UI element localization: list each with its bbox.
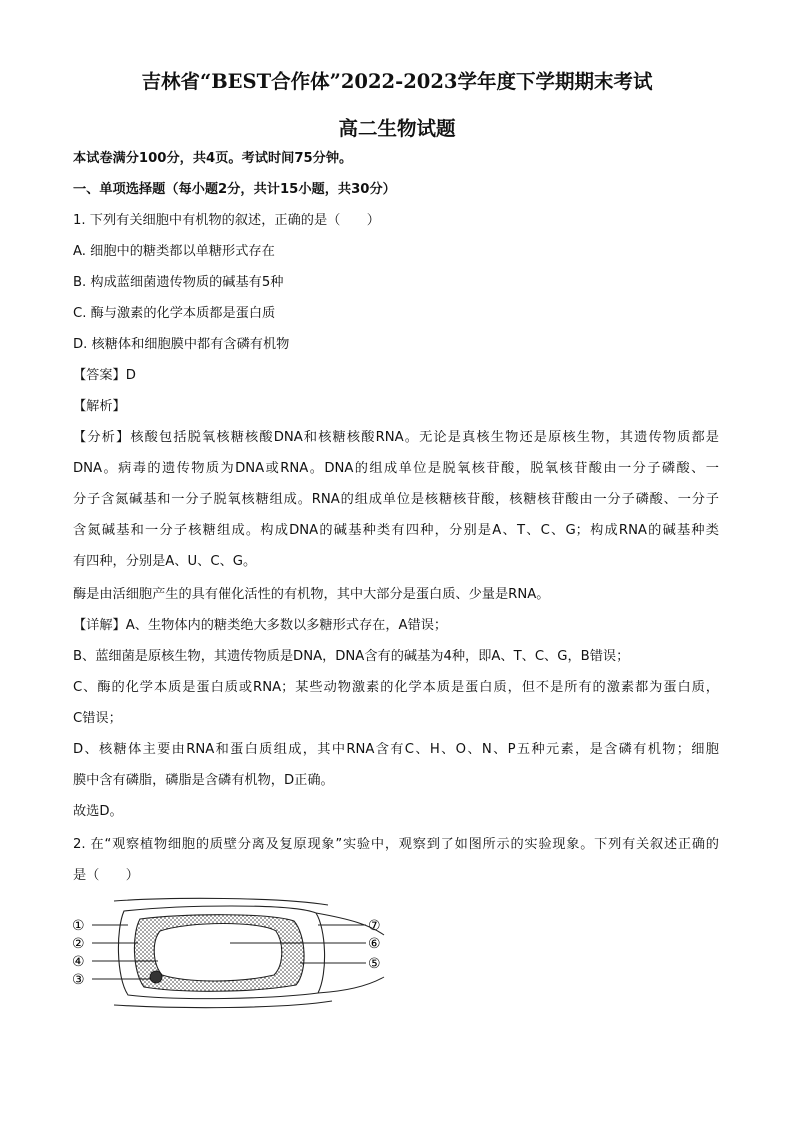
question-2-stem: 2. 在“观察植物细胞的质壁分离及复原现象”实验中，观察到了如图所示的实验现象。下列有关叙述正确的	[73, 837, 719, 852]
label-4: ④	[72, 954, 85, 970]
nucleus	[150, 971, 162, 983]
question-1-option-a: A. 细胞中的糖类都以单糖形式存在	[73, 244, 275, 259]
question-1-stem: 1. 下列有关细胞中有机物的叙述，正确的是（ ）	[73, 213, 380, 228]
analysis-line: 分子含氮碱基和一分子脱氧核糖组成。RNA的组成单位是核糖核苷酸，核糖核苷酸由一分子磷酸、一分子	[73, 492, 719, 507]
analysis-line: 酶是由活细胞产生的具有催化活性的有机物，其中大部分是蛋白质、少量是RNA。	[73, 587, 550, 602]
question-1-option-b: B. 构成蓝细菌遗传物质的碱基有5种	[73, 275, 284, 290]
analysis-line: 【分析】核酸包括脱氧核糖核酸DNA和核糖核酸RNA。无论是真核生物还是原核生物，其遗传物质都是	[73, 430, 719, 445]
upper-cell-wall	[114, 898, 328, 905]
question-2-stem-continued: 是（ ）	[73, 868, 139, 883]
detail-line: C错误；	[73, 711, 122, 726]
label-7: ⑦	[368, 918, 381, 934]
exam-title: 吉林省“BEST合作体”2022-2023学年度下学期期末考试	[141, 70, 653, 93]
label-2: ②	[72, 936, 85, 952]
adjacent-wall-right	[318, 977, 384, 993]
analysis-line: 有四种，分别是A、U、C、G。	[73, 554, 257, 569]
lower-cell-wall	[114, 1001, 332, 1008]
plasmolysis-cell-diagram	[70, 895, 400, 1010]
label-6: ⑥	[368, 936, 381, 952]
exam-subtitle: 高二生物试题	[338, 117, 456, 140]
label-5: ⑤	[368, 956, 381, 972]
analysis-line: DNA。病毒的遗传物质为DNA或RNA。DNA的组成单位是脱氧核苷酸，脱氧核苷酸由一分子磷酸、一	[73, 461, 719, 476]
vacuole	[154, 924, 282, 982]
question-1-jiexi-heading: 【解析】	[73, 399, 126, 414]
question-1-option-d: D. 核糖体和细胞膜中都有含磷有机物	[73, 337, 290, 352]
question-1-answer: 【答案】D	[73, 368, 136, 383]
detail-line: 故选D。	[73, 804, 123, 819]
detail-line: 【详解】A、生物体内的糖类绝大多数以多糖形式存在，A错误；	[73, 618, 448, 633]
analysis-line: 含氮碱基和一分子核糖组成。构成DNA的碱基种类有四种，分别是A、T、C、G；构成RNA的碱基种类	[73, 523, 719, 538]
detail-line: B、蓝细菌是原核生物，其遗传物质是DNA，DNA含有的碱基为4种，即A、T、C、G，B错误；	[73, 649, 630, 664]
detail-line: C、酶的化学本质是蛋白质或RNA；某些动物激素的化学本质是蛋白质，但不是所有的激素都为蛋白质，	[73, 680, 719, 695]
question-1-option-c: C. 酶与激素的化学本质都是蛋白质	[73, 306, 276, 321]
label-1: ①	[72, 918, 85, 934]
detail-line: 膜中含有磷脂，磷脂是含磷有机物，D正确。	[73, 773, 334, 788]
label-3: ③	[72, 972, 85, 988]
section-heading: 一、单项选择题（每小题2分，共计15小题，共30分）	[73, 182, 396, 197]
exam-intro: 本试卷满分100分，共4页。考试时间75分钟。	[73, 151, 353, 166]
detail-line: D、核糖体主要由RNA和蛋白质组成，其中RNA含有C、H、O、N、P五种元素，是含磷有机物；细胞	[73, 742, 719, 757]
